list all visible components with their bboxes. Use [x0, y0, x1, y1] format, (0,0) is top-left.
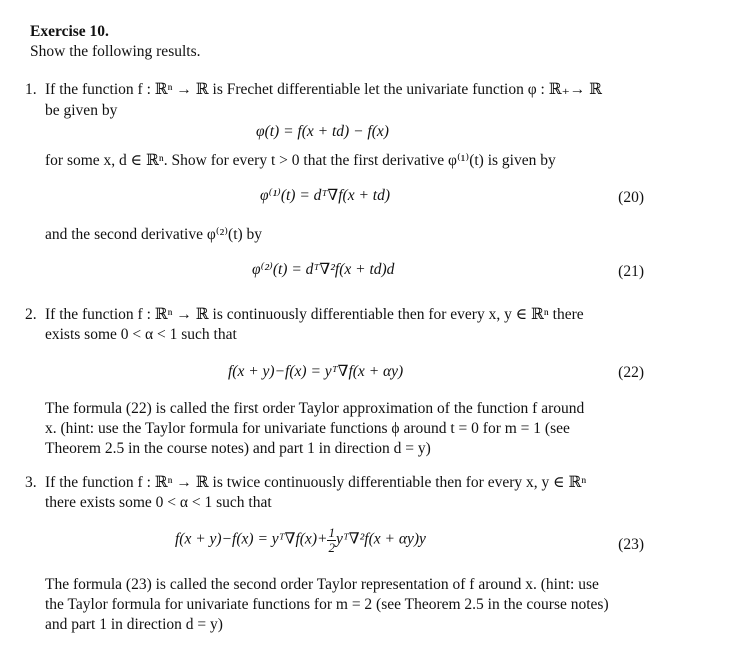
eq-number-23: (23) — [618, 536, 644, 553]
item-1-eq1: φ⁽¹⁾(t) = dᵀ∇f(x + td) — [260, 187, 391, 204]
item-1-eq2: φ⁽²⁾(t) = dᵀ∇²f(x + td)d — [252, 261, 395, 278]
eq-number-22: (22) — [618, 364, 644, 381]
eq-number-21: (21) — [618, 263, 644, 280]
item-3-para1: The formula (23) is called the second order Taylor representation of f around x. (hint: use — [45, 576, 599, 593]
item-1-line3: for some x, d ∈ ℝⁿ. Show for every t > 0 that the first derivative φ⁽¹⁾(t) is given by — [45, 152, 556, 169]
item-2-number: 2. — [25, 306, 37, 323]
item-2-para2: x. (hint: use the Taylor formula for univariate functions ϕ around t = 0 for m = 1 (see — [45, 420, 570, 437]
item-3-line1: If the function f : ℝⁿ → ℝ is twice continuously differentiable then for every x, y ∈ ℝⁿ — [45, 474, 587, 491]
eq-number-20: (20) — [618, 189, 644, 206]
item-3-para3: and part 1 in direction d = y) — [45, 616, 223, 633]
fraction-numerator: 1 — [328, 525, 335, 540]
item-1-eq0: φ(t) = f(x + td) − f(x) — [256, 123, 389, 140]
item-1-line1: If the function f : ℝⁿ → ℝ is Frechet differentiable let the univariate function φ : ℝ₊→ ℝ — [45, 81, 603, 98]
item-2-line2: exists some 0 < α < 1 such that — [45, 326, 237, 343]
item-3-eq-right: yᵀ∇²f(x + αy)y — [335, 530, 426, 548]
item-2-para3: Theorem 2.5 in the course notes) and part 1 in direction d = y) — [45, 440, 431, 457]
item-3-line2: there exists some 0 < α < 1 such that — [45, 494, 272, 511]
item-2-para1: The formula (22) is called the first order Taylor approximation of the function f around — [45, 400, 585, 417]
item-3-para2: the Taylor formula for univariate functions for m = 2 (see Theorem 2.5 in the course notes) — [45, 596, 609, 613]
exercise-intro: Show the following results. — [30, 43, 201, 60]
item-1-line4: and the second derivative φ⁽²⁾(t) by — [45, 226, 263, 243]
item-3-number: 3. — [25, 474, 37, 491]
item-2-eq: f(x + y)−f(x) = yᵀ∇f(x + αy) — [228, 363, 404, 380]
item-1-number: 1. — [25, 81, 37, 98]
one-half-fraction — [327, 526, 336, 554]
item-3-eq-left: f(x + y)−f(x) = yᵀ∇f(x)+ — [175, 530, 328, 548]
item-3-eq — [175, 526, 426, 554]
item-2-line1: If the function f : ℝⁿ → ℝ is continuously differentiable then for every x, y ∈ ℝⁿ there — [45, 306, 584, 323]
exercise-title: Exercise 10. — [30, 23, 109, 40]
item-1-line2: be given by — [45, 102, 118, 119]
fraction-denominator: 2 — [328, 539, 335, 555]
